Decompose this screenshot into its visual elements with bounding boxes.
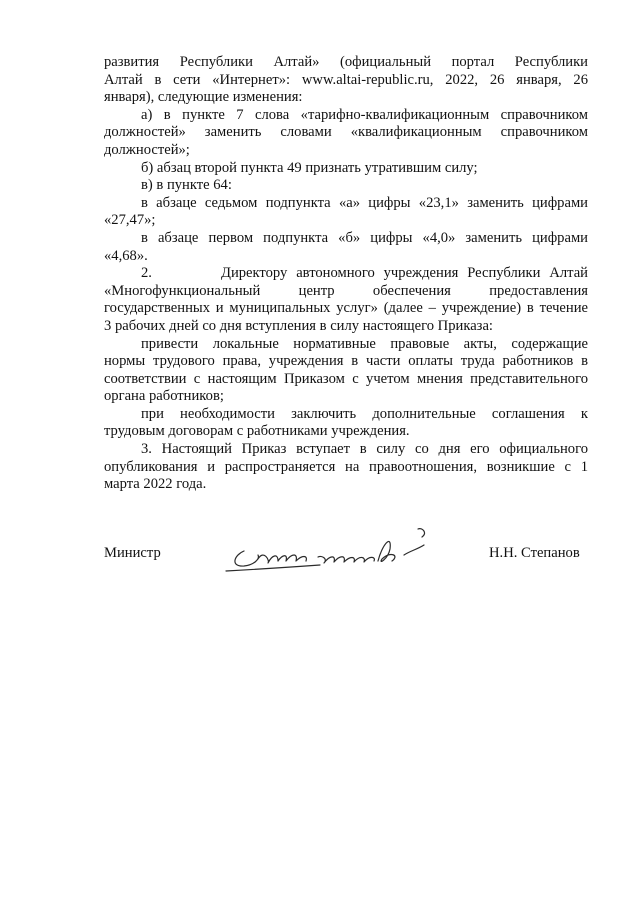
text-line: 3 рабочих дней со дня вступления в силу настоящего Приказа: <box>104 317 493 334</box>
item-number: 2. <box>141 265 152 282</box>
handwritten-signature <box>222 515 438 575</box>
text-line: органа работников; <box>104 388 224 405</box>
text-line: «Многофункциональный центр обеспечения предоставления <box>104 282 588 299</box>
text-line: в абзаце седьмом подпункта «а» цифры «23,1» заменить цифрами <box>141 194 588 211</box>
text-line: развития Республики Алтай» (официальный портал Республики <box>104 54 588 70</box>
text-line: опубликования и распространяется на правоотношения, возникшие с 1 <box>104 458 588 475</box>
text-line: Алтай в сети «Интернет»: www.altai-republic.ru, 2022, 26 января, 26 <box>104 71 588 88</box>
text-line: января), следующие изменения: <box>104 89 303 106</box>
text-line: «4,68». <box>104 247 148 264</box>
text-line: «27,47»; <box>104 212 156 229</box>
text-line: б) абзац второй пункта 49 признать утратившим силу; <box>141 159 478 176</box>
text-line <box>104 265 588 283</box>
text-line: 3. Настоящий Приказ вступает в силу со дня его официального <box>141 441 588 458</box>
text-line: марта 2022 года. <box>104 476 207 493</box>
text-fragment: Директору автономного учреждения Республики Алтай <box>221 265 588 282</box>
text-line: а) в пункте 7 слова «тарифно-квалификационным справочником <box>141 106 588 123</box>
text-line: соответствии с настоящим Приказом с учетом мнения представительного <box>104 370 588 387</box>
signatory-name: Н.Н. Степанов <box>489 545 580 561</box>
text-line: привести локальные нормативные правовые акты, содержащие <box>141 335 588 352</box>
text-line: в абзаце первом подпункта «б» цифры «4,0» заменить цифрами <box>141 229 588 246</box>
text-line: трудовым договорам с работниками учреждения. <box>104 423 410 440</box>
text-line: государственных и муниципальных услуг» (далее – учреждение) в течение <box>104 300 588 317</box>
document-body <box>104 54 588 494</box>
text-line: при необходимости заключить дополнительные соглашения к <box>141 405 588 422</box>
text-line: в) в пункте 64: <box>141 177 232 194</box>
text-line: нормы трудового права, учреждения в части оплаты труда работников в <box>104 353 588 370</box>
text-line: должностей» заменить словами «квалификационным справочником <box>104 124 588 141</box>
signatory-title: Министр <box>104 545 161 561</box>
text-line: должностей»; <box>104 141 190 158</box>
